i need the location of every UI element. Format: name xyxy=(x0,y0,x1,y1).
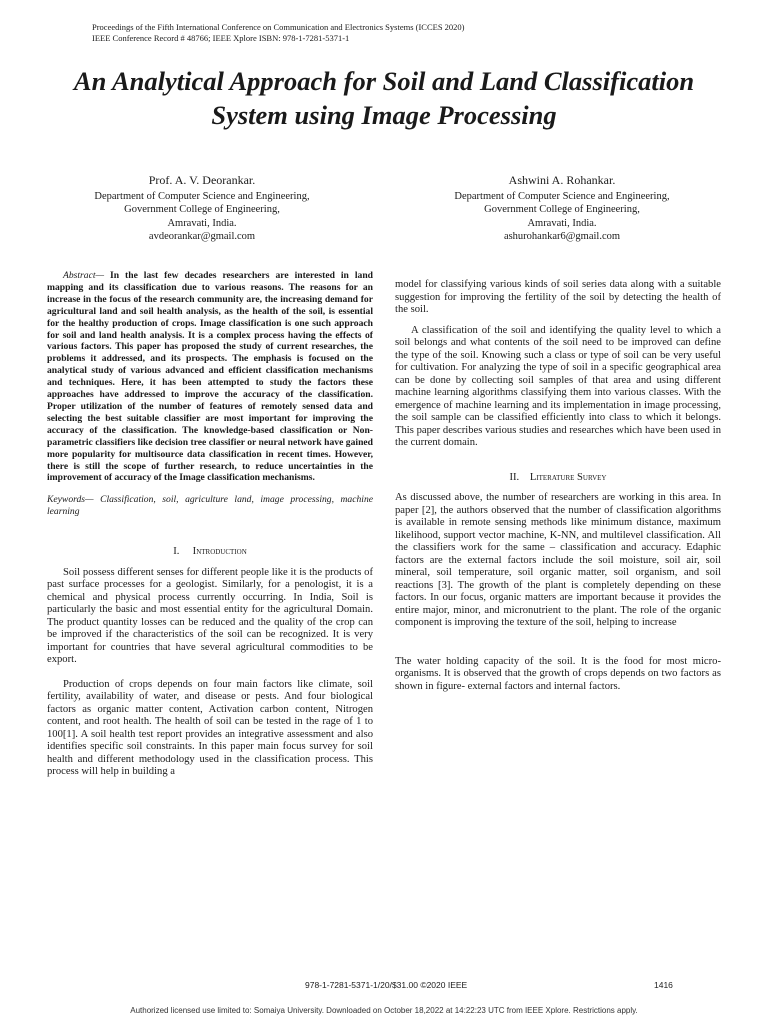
author-dept: Department of Computer Science and Engineering, xyxy=(94,190,310,202)
left-column xyxy=(47,270,373,779)
abstract xyxy=(47,270,373,484)
intro-paragraph-2: Production of crops depends on four main factors like climate, soil fertility, availability of water, and disease or pests. And four biological factors as organic matter content, Activation carbon content, Nitrogen content, and root health. The health of soil can be tested in the rage of 1 to 100[1]. A soil health test report provides an integrative assessment and also identifies specific soil constraints. In this paper main focus survey for soil health and different methodology used in the classification process. This process will help in building a xyxy=(47,678,373,778)
intro-paragraph-3: model for classifying various kinds of soil series data along with a suitable suggestion for improving the fertility of the soil by detecting the health of the soil. xyxy=(395,279,721,315)
footer-isbn: 978-1-7281-5371-1/20/$31.00 ©2020 IEEE xyxy=(305,980,468,990)
section-number: I. xyxy=(173,546,180,558)
author-college: Government College of Engineering, xyxy=(484,204,640,215)
conference-header xyxy=(92,22,692,44)
section-heading-literature-survey xyxy=(395,472,721,485)
right-column xyxy=(395,279,721,693)
section-heading-introduction xyxy=(47,546,373,559)
section-title: Literature Survey xyxy=(529,471,607,483)
page-number: 1416 xyxy=(654,980,673,990)
author-block-1 xyxy=(52,174,352,244)
license-notice: Authorized licensed use limited to: Somaiya University. Downloaded on October 18,2022 at 14:22:23 UTC from IEEE Xplore. Restrictions apply. xyxy=(130,1006,638,1015)
conference-line: Proceedings of the Fifth International Conference on Communication and Electronics Systems (ICCES 2020) xyxy=(92,22,465,32)
author-email: avdeorankar@gmail.com xyxy=(148,231,256,242)
record-line: IEEE Conference Record # 48766; IEEE Xplore ISBN: 978-1-7281-5371-1 xyxy=(92,33,350,43)
author-dept: Department of Computer Science and Engineering, xyxy=(454,190,670,202)
paper-title: An Analytical Approach for Soil and Land Classification System using Image Processing xyxy=(73,66,695,130)
author-college: Government College of Engineering, xyxy=(124,204,280,215)
author-name: Ashwini A. Rohankar. xyxy=(508,173,616,187)
author-block-2 xyxy=(412,174,712,244)
abstract-text: In the last few decades researchers are interested in land mapping and its classification due to various reasons. The reasons for an increase in the focus of the research community are, the increasing demand for agricultural land and soil health analysis, as the health of the soil, is essential for the healthy production of crops. Image classification is one such approach for soil and land health analysis. It is a complex process having the effects of various factors. This paper has proposed the study of current researches, the problems it addressed, and its prospects. The emphasis is focused on the analytical study of various advanced and efficient classification mechanisms and techniques. Here, it has been attempted to study the factors these approaches have addressed to improve the accuracy of the classification. Proper utilization of the number of features of remotely sensed data and selecting the best suitable classifier are most important for improving the accuracy of the classification. The knowledge-based classification or Non-parametric classifiers like decision tree classifier or neural network have gained more popularity for multisource data classification in recent times. However, there is still the scope of further research, to reduce uncertainties in the improvement of accuracy of the Image classification mechanisms. xyxy=(47,270,373,484)
section-number: II. xyxy=(509,471,520,483)
intro-paragraph-4: A classification of the soil and identifying the quality level to which a soil belongs and what contents of the soil need to be improved can define the type of the soil. Knowing such a class or type of soil can be very useful for cultivation. For analyzing the type of soil in a specific geographical area can be done by collecting soil samples of that area and using different machine learning algorithms classifying them into various classes. With the emergence of machine learning and its implementation in image processing, the soil sample can be classified efficiently into class to which it belongs. This paper describes various studies and researches which have been used in the current domain. xyxy=(395,324,721,448)
author-city: Amravati, India. xyxy=(167,217,237,229)
intro-paragraph-1: Soil possess different senses for different people like it is the products of past surface processes for a geologist. Similarly, for a penologist, it is a chemical and physical process currently occurring. In India, Soil is particularly the basic and most essential entity for the agricultural Domain. The product quantity losses can be reduced and the quality of the crop can be improved if the characteristics of the soil can be recognized. It is very important for countries that have several agricultural commodities to be export. xyxy=(47,566,373,666)
author-city: Amravati, India. xyxy=(527,217,597,229)
literature-paragraph-2: The water holding capacity of the soil. It is the food for most micro-organisms. It is observed that the growth of crops depends on two factors as shown in figure- external factors and internal factors. xyxy=(395,655,721,692)
keywords: Keywords— Classification, soil, agriculture land, image processing, machine learning xyxy=(47,494,373,518)
abstract-label: Abstract— xyxy=(63,270,105,281)
section-title: Introduction xyxy=(192,546,247,558)
author-name: Prof. A. V. Deorankar. xyxy=(148,173,256,187)
author-email: ashurohankar6@gmail.com xyxy=(503,231,621,242)
literature-paragraph-1: As discussed above, the number of researchers are working in this area. In paper [2], the authors observed that the number of classification algorithms is available in remote sensing methods like minimum distance, maximum likelihood, support vector machine, K-NN, and multilevel classification. All the classifiers work for the same – classification and accuracy. Edaphic factors are the external factors include the soil moisture, soil air, soil mineral, soil temperature, soil organic matter, soil organism, and soil reactions [3]. The growth of the plant is completely depending on these factors. In our focus, organic matters are important because it provides the entire major, minor, and micronutrient to the plant. The role of the organic component is improving the texture of the soil, helping to increase xyxy=(395,492,721,628)
